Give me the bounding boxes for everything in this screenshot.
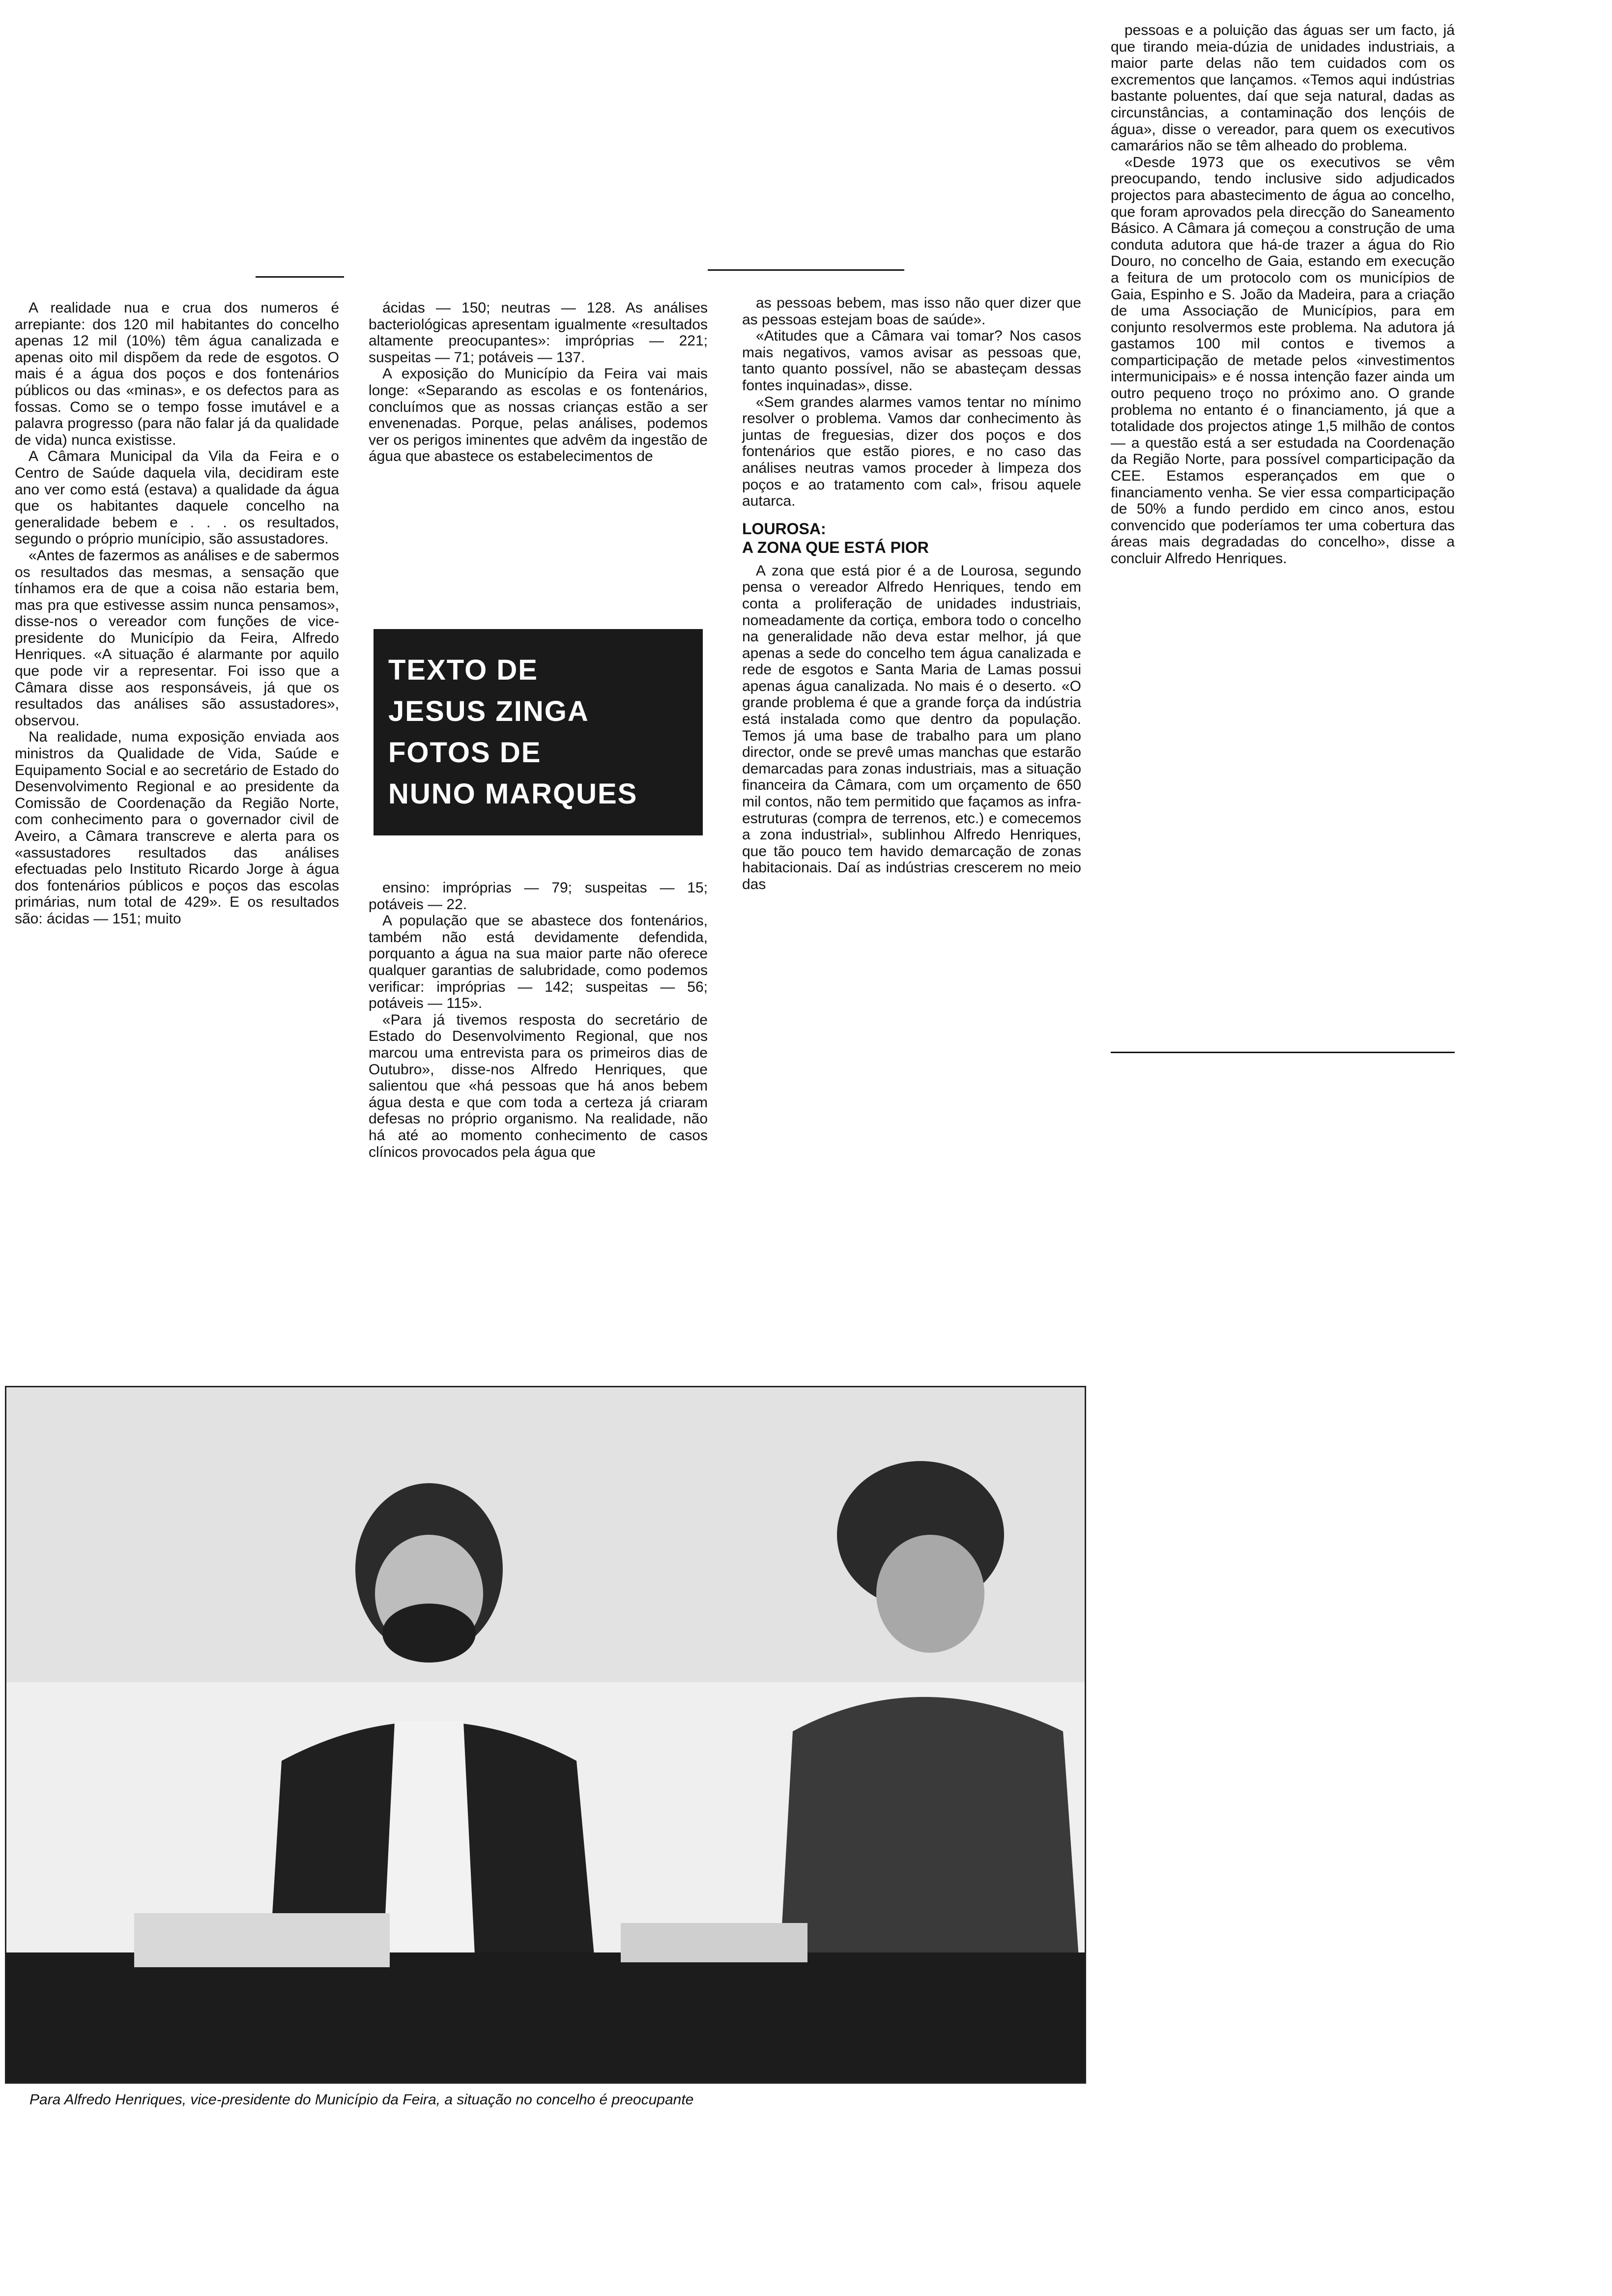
- paragraph: as pessoas bebem, mas isso não quer dizer que as pessoas estejam boas de saúde».: [742, 295, 1081, 328]
- article-column-2-top: [369, 300, 708, 465]
- credit-photo-label: FOTOS DE: [388, 737, 542, 769]
- paragraph: «Para já tivemos resposta do secretário de Estado do Desenvolvimento Regional, que nos marcou uma entrevista para os primeiros dias de Outubro», disse-nos Alfredo Henriques, que salientou que «há pessoas que há anos bebem água desta e que com toda a certeza já criaram defesas no próprio organismo. Na realidade, não há até ao momento conhecimento de casos clínicos provocados pela água que: [369, 1011, 708, 1160]
- paragraph: pessoas e a poluição das águas ser um facto, já que tirando meia-dúzia de unidades industriais, a maior parte delas não tem cuidados com os excrementos que lançamos. «Temos aqui indústrias bastante poluentes, daí que seja natural, dadas as circunstâncias, a contaminação dos lençóis de água», disse o vereador, para quem os executivos camarários não se têm alheado do problema.: [1111, 22, 1455, 154]
- article-column-2-bottom: [369, 880, 708, 1160]
- paragraph: ácidas — 150; neutras — 128. As análises bacteriológicas apresentam igualmente «resultados altamente preocupantes»: impróprias — 221; suspeitas — 71; potáveis — 137.: [369, 300, 708, 366]
- paragraph: A zona que está pior é a de Lourosa, segundo pensa o vereador Alfredo Henriques, tendo em conta a proliferação de unidades industriais, nomeadamente da cortiça, embora todo o concelho na generalidade não deva estar melhor, já que apenas a sede do concelho tem água canalizada e rede de esgotos e Santa Maria de Lamas possui apenas água canalizada. No mais é o deserto. «O grande problema é que a grande força da indústria está instalada como que dentro da população. Temos já uma base de trabalho para um plano director, onde se prevê umas manchas que estarão demarcadas para zonas industriais, mas a situação financeira da Câmara, com um orçamento de 650 mil contos, não tem permitido que façamos as infra-estruturas (compra de terrenos, etc.) e comecemos a zona industrial», sublinhou Alfredo Henriques, que tão pouco tem havido demarcação de zonas habitacionais. Daí as indústrias crescerem no meio das: [742, 562, 1081, 892]
- paragraph: Na realidade, numa exposição enviada aos ministros da Qualidade de Vida, Saúde e Equipamento Social e ao secretário de Estado do Desenvolvimento Regional e ao presidente da Comissão de Coordenação da Região Norte, com conhecimento para o governador civil de Aveiro, a Câmara transcreve e alerta para os «assustadores resultados das análises efectuadas pelo Instituto Ricardo Jorge à água dos fontenários públicos e poços das escolas primárias, num total de 429». E os resultados são: ácidas — 151; muito: [15, 729, 339, 927]
- paragraph: A população que se abastece dos fontenários, também não está devidamente defendida, porquanto a água na sua maior parte não oferece qualquer garantias de salubridade, como podemos verificar: impróprias — 142; suspeitas — 56; potáveis — 115».: [369, 913, 708, 1012]
- paragraph: «Desde 1973 que os executivos se vêm preocupando, tendo inclusive sido adjudicados projectos para abastecimento de água ao concelho, que foram aprovados pela direcção do Saneamento Básico. A Câmara já começou a construção de uma conduta adutora que há-de trazer a água do Rio Douro, no concelho de Gaia, estando em execução a feitura de um protocolo com os municípios de Gaia, Espinho e S. João da Madeira, para a criação de uma Associação de Municípios, para em conjunto resolvermos este problema. Na adutora já gastamos 100 mil contos e tivemos a comparticipação de metade pelos «investimentos intermunicipais» e é nossa intenção fazer ainda um outro pequeno troço no próximo ano. O grande problema no entanto é o financiamento, já que a totalidade dos projectos atinge 1,5 milhão de contos — a questão está a ser estudada na Coordenação da Região Norte, para possível comparticipação da CEE. Estamos esperançados em que o financiamento venha. Se vier essa comparticipação de 50% a fundo perdido em cinco anos, estou convencido que poderíamos ter uma cobertura das áreas mais degradadas do concelho», disse a concluir Alfredo Henriques.: [1111, 154, 1455, 567]
- credit-photographer: NUNO MARQUES: [388, 778, 638, 810]
- paragraph: «Atitudes que a Câmara vai tomar? Nos casos mais negativos, vamos avisar as pessoas que, tanto quanto possível, não se abasteçam dessas fontes inquinadas», disse.: [742, 328, 1081, 394]
- column-rule: [708, 269, 904, 271]
- paragraph: A Câmara Municipal da Vila da Feira e o Centro de Saúde daquela vila, decidiram este ano ver como está (estava) a qualidade da água que os habitantes daquele concelho na generalidade bebem e . . . os resultados, segundo o próprio munícipio, são assustadores.: [15, 448, 339, 547]
- paragraph: «Sem grandes alarmes vamos tentar no mínimo resolver o problema. Vamos dar conhecimento às juntas de freguesias, dizer dos poços e dos fontenários que estão piores, e no caso das análises neutras vamos proceder à limpeza dos poços e ao tratamento com cal», frisou aquele autarca.: [742, 394, 1081, 510]
- subhead-line: LOUROSA:: [742, 519, 826, 538]
- paragraph: A realidade nua e crua dos numeros é arrepiante: dos 120 mil habitantes do concelho apenas 12 mil (10%) têm água canalizada e apenas oito mil dispõem da rede de esgotos. O mais é a água dos poços e dos fontenários públicos ou das «minas», e os defectos para as fossas. Como se o tempo fosse imutável e a palavra progresso (para não falar já da qualidade de vida) nunca existisse.: [15, 300, 339, 448]
- paragraph: A exposição do Município da Feira vai mais longe: «Separando as escolas e os fontenários, concluímos que as nossas crianças estão a ser envenenadas. Porque, pelas análises, podemos ver os perigos iminentes que advêm da ingestão de água que abastece os estabelecimentos de: [369, 366, 708, 465]
- author-credits: [374, 629, 703, 835]
- article-column-1: [15, 300, 339, 927]
- credit-author: JESUS ZINGA: [388, 695, 589, 727]
- article-column-4: [1111, 22, 1455, 567]
- subhead-line: A ZONA QUE ESTÁ PIOR: [742, 538, 929, 556]
- article-column-3: [742, 295, 1081, 893]
- photo-illustration: [6, 1387, 1086, 2084]
- section-subhead: [742, 519, 1081, 557]
- credit-text-label: TEXTO DE: [388, 654, 538, 686]
- photo-caption: Para Alfredo Henriques, vice-presidente do Município da Feira, a situação no concelho é preocupante: [29, 2092, 694, 2108]
- interview-photo: [5, 1386, 1086, 2084]
- column-rule: [256, 276, 344, 278]
- paragraph: «Antes de fazermos as análises e de sabermos os resultados das mesmas, a sensação que tínhamos era de que a coisa não estaria bem, mas pra que estivesse assim nunca pensamos», disse-nos o vereador com funções de vice-presidente do Município da Feira, Alfredo Henriques. «A situação é alarmante por aquilo que pode vir a representar. Foi isso que a Câmara disse aos responsáveis, já que os resultados das análises são assustadores», observou.: [15, 547, 340, 729]
- paragraph: ensino: impróprias — 79; suspeitas — 15; potáveis — 22.: [369, 880, 708, 913]
- column-rule: [1111, 1052, 1455, 1053]
